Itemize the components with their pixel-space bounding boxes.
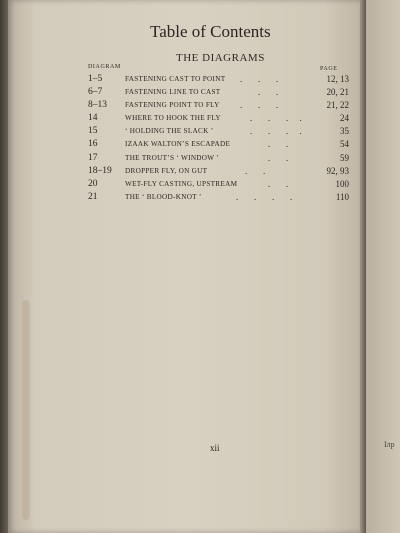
contents-list [0, 74, 360, 205]
diagram-number: 16 [88, 139, 98, 150]
leader-dots: . . [245, 165, 266, 176]
diagram-number: 1–5 [88, 74, 103, 84]
leader-dots: . . . . [250, 113, 302, 124]
column-header-page: PAGE [320, 66, 338, 72]
page-number: 54 [340, 139, 349, 150]
leader-dots: . . [240, 87, 279, 98]
contents-entry [0, 179, 360, 192]
leader-dots: . . [268, 152, 289, 163]
contents-entry [0, 74, 360, 87]
page-number: 110 [335, 191, 349, 202]
leader-dots: . . . . [250, 126, 302, 137]
leader-dots: . . [268, 139, 289, 150]
contents-entry [0, 192, 360, 205]
diagram-title: DROPPER FLY, ON GUT [125, 166, 208, 175]
page-title: Table of Contents [150, 22, 271, 41]
page-folio: xii [210, 443, 220, 453]
leader-dots: . . . [240, 100, 279, 111]
facing-page-fragment: Ілр [384, 440, 395, 449]
diagram-title: FASTENING CAST TO POINT [125, 75, 226, 83]
diagram-title: WET-FLY CASTING, UPSTREAM [125, 179, 238, 188]
contents-entry [0, 113, 360, 126]
leader-dots: . . . . [236, 191, 293, 202]
diagram-number: 15 [88, 126, 98, 137]
diagram-title: THE TROUT’S ‘ WINDOW ’ [125, 153, 220, 162]
contents-entry [0, 126, 360, 139]
diagram-number: 21 [88, 191, 98, 202]
contents-entry [0, 166, 360, 179]
diagram-title: FASTENING POINT TO FLY [125, 101, 220, 110]
diagram-title: IZAAK WALTON’S ESCAPADE [125, 140, 231, 149]
contents-entry [0, 153, 360, 166]
page-number: 24 [340, 113, 349, 124]
diagram-number: 14 [88, 113, 98, 124]
leader-dots: . . . [240, 74, 279, 84]
diagram-title: FASTENING LINE TO CAST [125, 88, 221, 97]
contents-entry [0, 100, 360, 113]
page-number: 12, 13 [326, 74, 349, 84]
diagram-number: 6–7 [88, 87, 103, 98]
diagram-number: 17 [88, 152, 98, 163]
page-number: 35 [340, 126, 349, 137]
section-subtitle: THE DIAGRAMS [176, 52, 265, 64]
page-number: 20, 21 [326, 87, 349, 98]
diagram-number: 20 [88, 178, 98, 189]
contents-entry [0, 87, 360, 100]
leader-dots: . . [268, 178, 289, 189]
page-number: 59 [340, 152, 349, 163]
column-header-diagram: DIAGRAM [88, 64, 121, 70]
diagram-number: 8–13 [88, 100, 107, 111]
page-number: 100 [335, 178, 349, 189]
page-number: 92, 93 [326, 165, 349, 176]
diagram-title: WHERE TO HOOK THE FLY [125, 114, 221, 123]
diagram-number: 18–19 [88, 165, 112, 176]
contents-entry [0, 139, 360, 152]
diagram-title: THE ‘ BLOOD-KNOT ’ [125, 192, 202, 201]
page-number: 21, 22 [326, 100, 349, 111]
facing-page [366, 0, 400, 533]
diagram-title: ‘ HOLDING THE SLACK ’ [125, 127, 214, 136]
page-stain [22, 300, 30, 520]
